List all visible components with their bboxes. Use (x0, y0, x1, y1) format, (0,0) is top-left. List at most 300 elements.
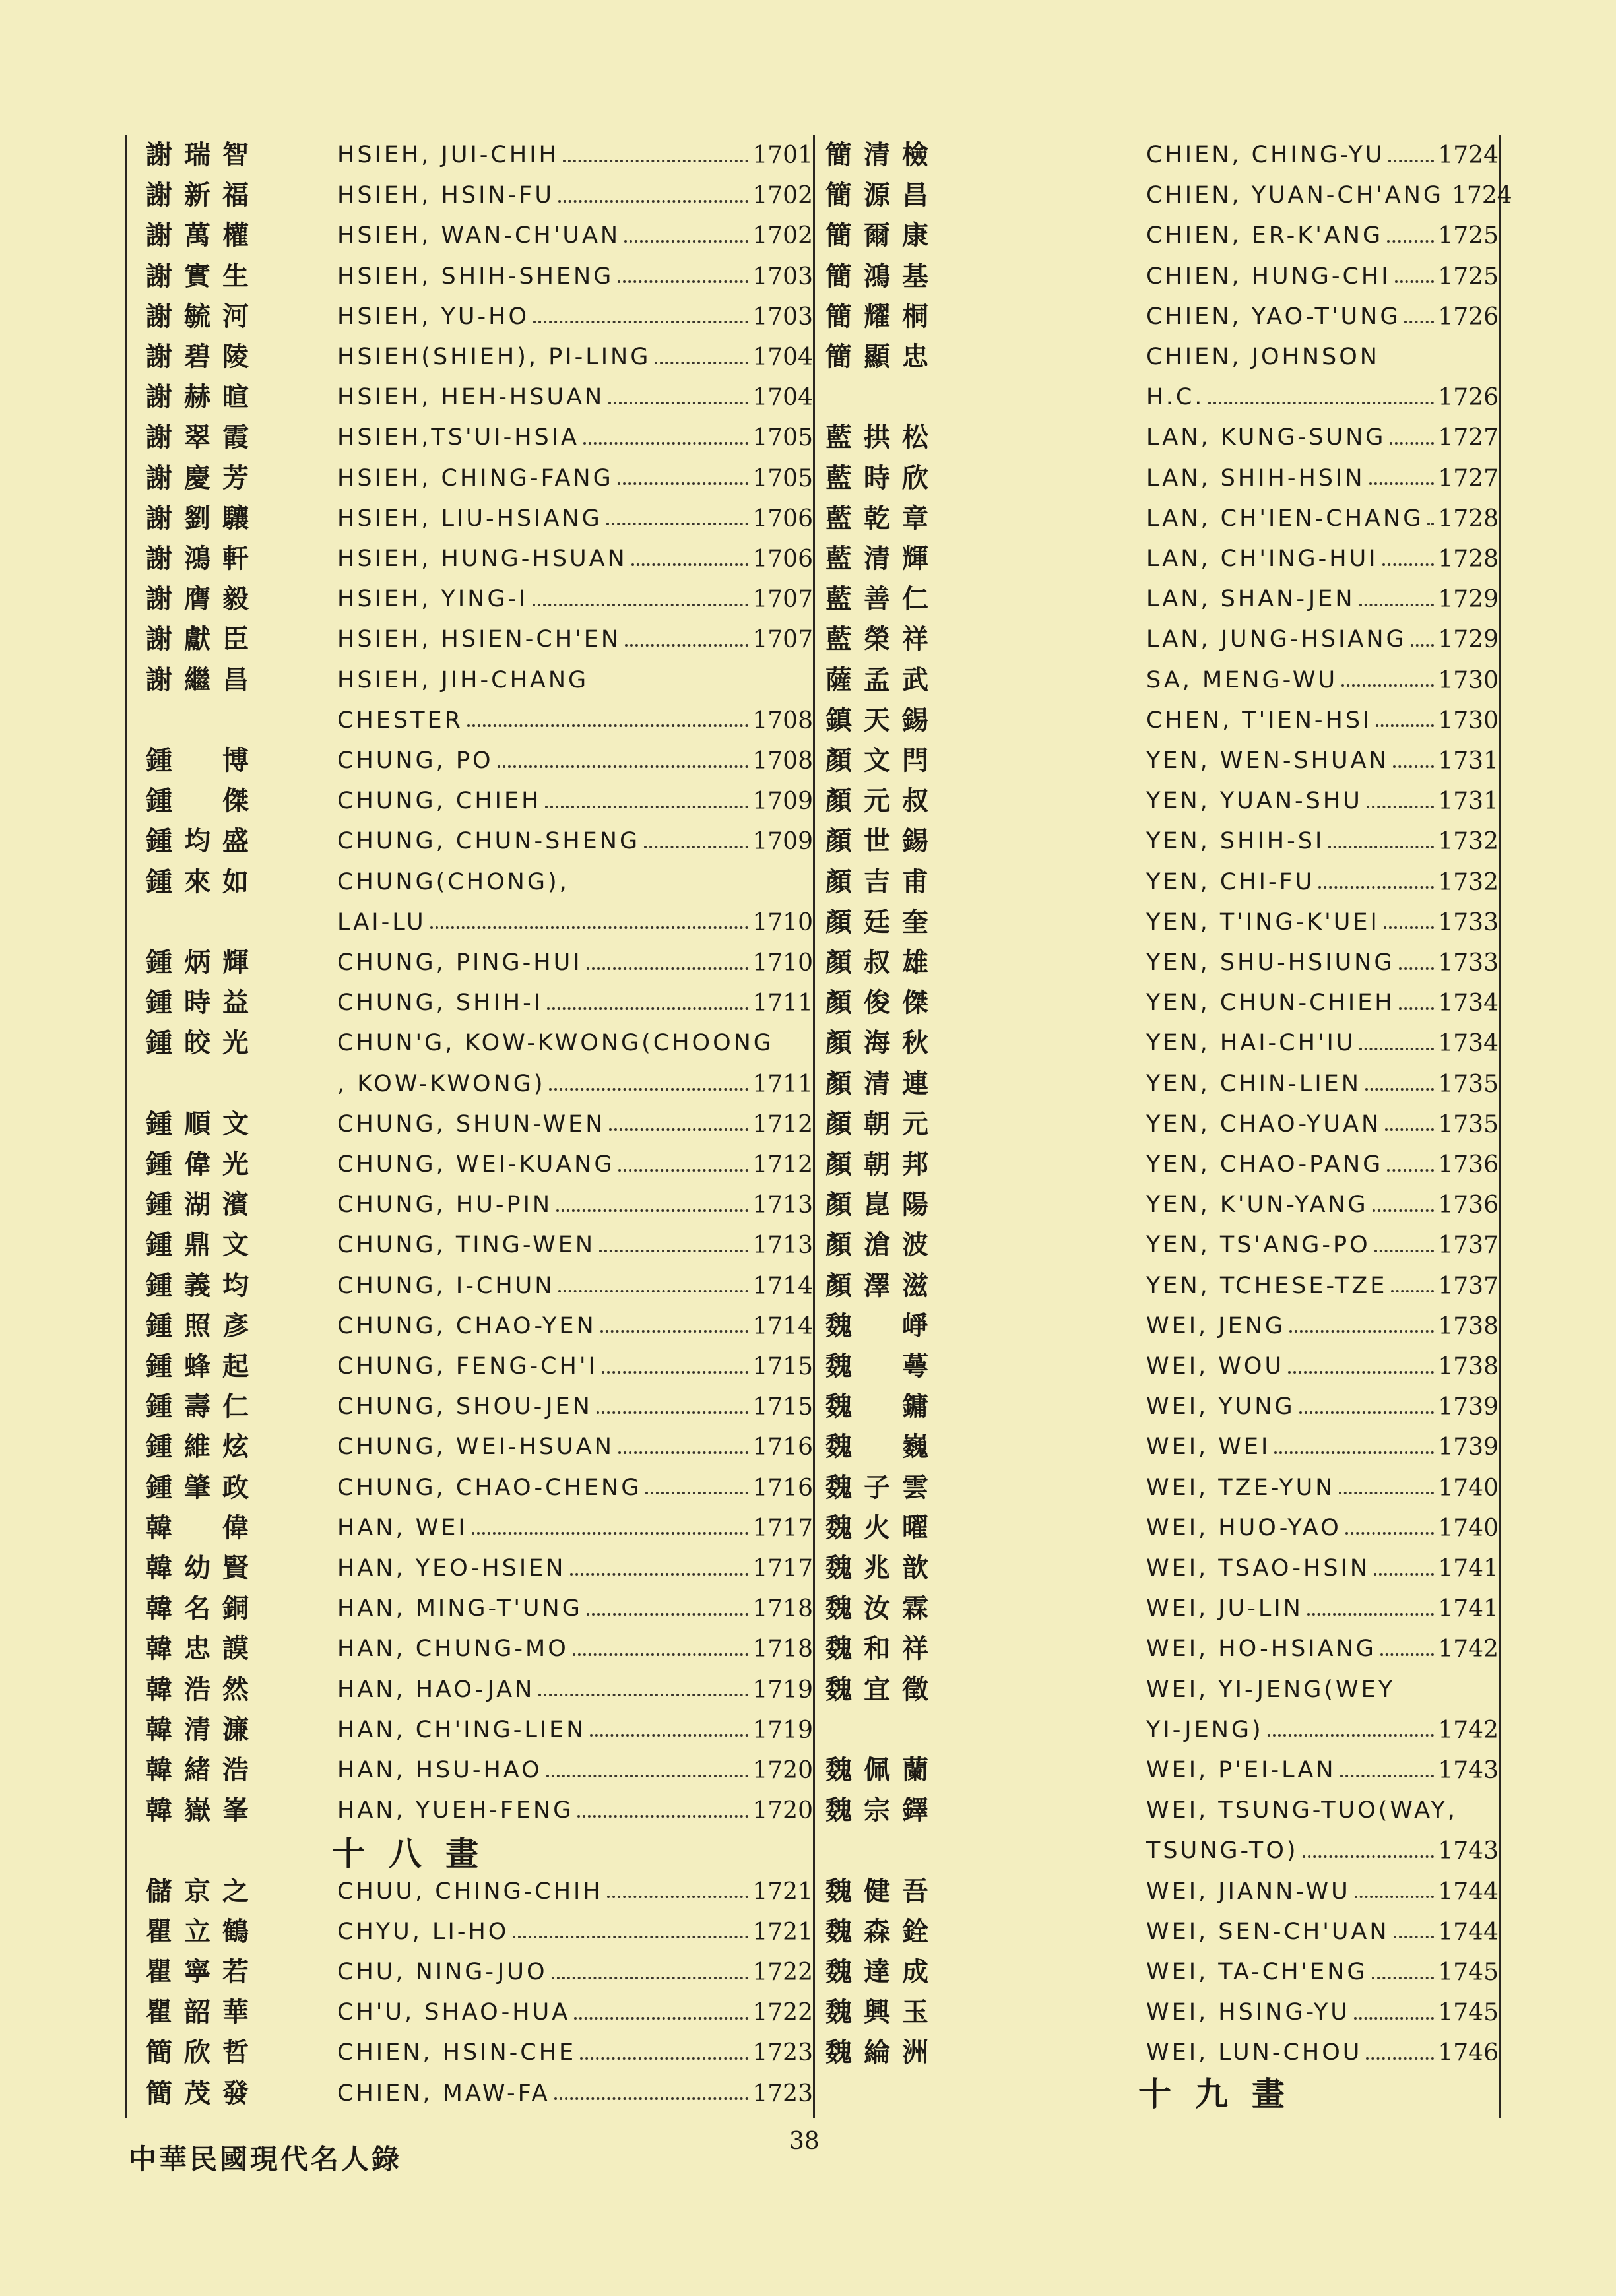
entry-chinese-name: 魏 巍 (825, 1432, 940, 1463)
entry-chinese-name: 藍榮祥 (825, 624, 940, 655)
entry-romanized-name: CHUN'G, KOW-KWONG(CHOONG (337, 1030, 774, 1057)
index-entry (815, 1993, 1499, 2033)
entry-romanized-name: CHUNG, TING-WEN (337, 1232, 596, 1259)
entry-chinese-name: 顏澤滋 (825, 1270, 940, 1301)
dot-leader (558, 1290, 748, 1292)
entry-page-number: 1721 (752, 1918, 813, 1946)
entry-romanized-name: CHESTER (337, 707, 463, 734)
index-entry (815, 620, 1499, 660)
entry-page-number: 1721 (752, 1878, 813, 1905)
index-entry (815, 1710, 1499, 1750)
index-frame (125, 135, 1512, 2118)
dot-leader (655, 362, 748, 364)
entry-chinese-name: 簡欣哲 (146, 2037, 261, 2068)
dot-leader (556, 1209, 748, 1212)
entry-romanized-name: CHUNG, CHAO-CHENG (337, 1474, 642, 1501)
entry-page-number: 1715 (752, 1353, 813, 1380)
entry-chinese-name: 顏俊傑 (825, 988, 940, 1019)
entry-romanized-name: YEN, T'ING-K'UEI (1146, 909, 1380, 936)
entry-romanized-name: CHIEN, JOHNSON (1146, 344, 1380, 370)
entry-page-number: 1728 (1438, 505, 1499, 532)
entry-chinese-name: 鍾 傑 (146, 786, 261, 817)
dot-leader (1394, 1936, 1435, 1938)
index-entry (127, 2074, 813, 2114)
dot-leader (618, 1169, 748, 1172)
dot-leader (533, 604, 749, 606)
entry-chinese-name: 謝毓河 (146, 301, 261, 332)
entry-page-number: 1736 (1438, 1192, 1499, 1219)
entry-chinese-name: 魏佩蘭 (825, 1755, 940, 1785)
dot-leader (1307, 1613, 1435, 1616)
entry-chinese-name: 藍時欣 (825, 462, 940, 494)
entry-romanized-name: TSUNG-TO) (1146, 1837, 1299, 1865)
entry-romanized-name: YEN, WEN-SHUAN (1146, 748, 1389, 774)
index-entry (127, 1952, 813, 1993)
index-entry (815, 821, 1499, 862)
entry-page-number: 1715 (752, 1393, 813, 1421)
index-entry (127, 1710, 813, 1750)
dot-leader (1367, 806, 1435, 808)
entry-page-number: 1702 (752, 182, 813, 210)
index-entry (815, 1791, 1499, 1831)
entry-romanized-name: CHUNG, WEI-KUANG (337, 1151, 615, 1178)
index-entry (815, 135, 1499, 175)
dot-leader (552, 1977, 749, 1979)
index-entry (815, 579, 1499, 620)
entry-romanized-name: HSIEH, CHING-FANG (337, 464, 614, 492)
dot-leader (513, 1936, 748, 1938)
entry-page-number: 1707 (752, 626, 813, 654)
entry-chinese-name: 鍾照彥 (146, 1310, 261, 1341)
entry-page-number: 1714 (752, 1312, 813, 1340)
entry-chinese-name: 謝瑞智 (146, 140, 261, 170)
dot-leader (574, 2017, 748, 2020)
entry-chinese-name: 鍾肇政 (146, 1472, 261, 1503)
entry-chinese-name: 鍾湖濱 (146, 1190, 261, 1221)
index-entry (127, 257, 813, 297)
index-entry (815, 1023, 1499, 1064)
entry-chinese-name: 簡爾康 (825, 220, 940, 251)
entry-page-number: 1719 (752, 1716, 813, 1744)
index-entry (815, 943, 1499, 983)
entry-romanized-name: , KOW-KWONG) (337, 1070, 546, 1097)
index-entry (127, 620, 813, 660)
entry-page-number: 1710 (752, 909, 813, 936)
entry-chinese-name: 鍾偉光 (146, 1149, 261, 1180)
index-entry (127, 297, 813, 337)
entry-romanized-name: LAN, KUNG-SUNG (1146, 424, 1386, 451)
index-entry (127, 216, 813, 256)
entry-page-number: 1709 (752, 788, 813, 815)
index-entry (127, 1266, 813, 1306)
entry-romanized-name: YEN, YUAN-SHU (1146, 788, 1363, 815)
entry-romanized-name: WEI, TZE-YUN (1146, 1474, 1336, 1501)
entry-page-number: 1728 (1438, 546, 1499, 573)
index-entry (127, 781, 813, 821)
entry-page-number: 1729 (1438, 586, 1499, 614)
index-entry (815, 1064, 1499, 1104)
entry-page-number: 1717 (752, 1514, 813, 1542)
entry-page-number: 1713 (752, 1192, 813, 1219)
entry-romanized-name: HAN, MING-T'UNG (337, 1595, 583, 1622)
entry-page-number: 1742 (1438, 1636, 1499, 1663)
entry-romanized-name: YEN, CHUN-CHIEH (1146, 990, 1395, 1017)
index-entry (127, 1548, 813, 1589)
entry-chinese-name: 韓 偉 (146, 1512, 261, 1543)
entry-romanized-name: CHUNG, PO (337, 748, 494, 774)
dot-leader (1395, 280, 1435, 283)
entry-chinese-name: 藍清輝 (825, 544, 940, 574)
entry-chinese-name: 謝劉驤 (146, 503, 261, 534)
entry-romanized-name: HAN, CHUNG-MO (337, 1636, 569, 1663)
entry-chinese-name: 鍾炳輝 (146, 947, 261, 978)
index-entry (815, 1306, 1499, 1347)
entry-page-number: 1724 (1452, 182, 1512, 210)
dot-leader (1268, 1734, 1435, 1737)
dot-leader (538, 1694, 748, 1696)
entry-romanized-name: WEI, JIANN-WU (1146, 1878, 1351, 1905)
dot-leader (545, 806, 748, 808)
entry-chinese-name: 魏宗鐸 (825, 1795, 940, 1826)
dot-leader (1365, 1088, 1434, 1091)
entry-romanized-name: SA, MENG-WU (1146, 666, 1338, 693)
index-entry (127, 377, 813, 418)
index-entry (815, 1468, 1499, 1508)
index-entry (127, 1064, 813, 1104)
entry-romanized-name: CHIEN, MAW-FA (337, 2080, 550, 2107)
entry-page-number: 1718 (752, 1636, 813, 1663)
index-entry (815, 1670, 1499, 1710)
dot-leader (1366, 2057, 1434, 2060)
entry-chinese-name: 魏 崢 (825, 1310, 940, 1341)
entry-romanized-name: WEI, JENG (1146, 1312, 1286, 1339)
entry-chinese-name: 顏崑陽 (825, 1190, 940, 1221)
index-entry (127, 1589, 813, 1629)
entry-chinese-name: 鍾義均 (146, 1270, 261, 1301)
dot-leader (1427, 523, 1434, 525)
entry-chinese-name: 魏興玉 (825, 1997, 940, 2028)
entry-page-number: 1731 (1438, 748, 1499, 775)
entry-page-number: 1732 (1438, 868, 1499, 896)
index-entry (815, 459, 1499, 499)
index-entry (127, 1145, 813, 1185)
index-entry (127, 821, 813, 862)
entry-page-number: 1711 (752, 1070, 813, 1098)
index-entry (127, 459, 813, 499)
dot-leader (1391, 1290, 1434, 1292)
stroke-count-heading: 十九畫 (1138, 2074, 1309, 2113)
dot-leader (1372, 1977, 1435, 1979)
dot-leader (618, 482, 749, 485)
entry-chinese-name: 韓緒浩 (146, 1755, 261, 1785)
entry-page-number: 1709 (752, 828, 813, 856)
entry-romanized-name: WEI, HSING-YU (1146, 1999, 1350, 2026)
dot-leader (549, 1088, 748, 1091)
entry-romanized-name: CHU, NING-JUO (337, 1959, 548, 1985)
entry-chinese-name: 魏火曜 (825, 1512, 940, 1543)
entry-romanized-name: HSIEH,TS'UI-HSIA (337, 424, 580, 451)
entry-chinese-name: 鍾維炫 (146, 1432, 261, 1463)
dot-leader (1340, 1775, 1435, 1777)
entry-chinese-name: 顏吉甫 (825, 866, 940, 897)
entry-page-number: 1720 (752, 1757, 813, 1784)
dot-leader (1369, 482, 1435, 485)
entry-romanized-name: CHUNG, CHAO-YEN (337, 1312, 597, 1339)
entry-page-number: 1740 (1438, 1474, 1499, 1502)
entry-chinese-name: 謝新福 (146, 180, 261, 211)
dot-leader (467, 724, 748, 727)
dot-leader (587, 1613, 749, 1616)
entry-page-number: 1745 (1438, 1999, 1499, 2027)
entry-page-number: 1717 (752, 1555, 813, 1582)
entry-page-number: 1739 (1438, 1434, 1499, 1461)
entry-romanized-name: HAN, HAO-JAN (337, 1676, 535, 1703)
entry-page-number: 1743 (1438, 1837, 1499, 1865)
index-entry (815, 983, 1499, 1023)
entry-romanized-name: LAN, SHIH-HSIN (1146, 464, 1365, 492)
entry-romanized-name: WEI, LUN-CHOU (1146, 2039, 1363, 2066)
index-entry (815, 1952, 1499, 1993)
index-entry (127, 903, 813, 943)
dot-leader (1208, 402, 1434, 404)
entry-romanized-name: CHUNG, WEI-HSUAN (337, 1434, 614, 1461)
entry-chinese-name: 顏廷奎 (825, 907, 940, 938)
entry-chinese-name: 謝實生 (146, 261, 261, 292)
index-entry (127, 862, 813, 903)
entry-chinese-name: 藍善仁 (825, 584, 940, 615)
entry-page-number: 1708 (752, 707, 813, 734)
dot-leader (587, 967, 749, 970)
entry-chinese-name: 韓忠謨 (146, 1634, 261, 1665)
entry-page-number: 1704 (752, 384, 813, 412)
entry-chinese-name: 謝鴻軒 (146, 544, 261, 574)
entry-chinese-name: 魏森銓 (825, 1916, 940, 1947)
entry-page-number: 1702 (752, 222, 813, 250)
entry-romanized-name: CHUNG, FENG-CH'I (337, 1353, 598, 1380)
entry-page-number: 1743 (1438, 1757, 1499, 1784)
entry-chinese-name: 謝獻臣 (146, 624, 261, 655)
dot-leader (498, 765, 749, 768)
index-entry (127, 2033, 813, 2073)
dot-leader (631, 563, 749, 566)
dot-leader (1399, 1007, 1435, 1010)
entry-page-number: 1712 (752, 1110, 813, 1138)
index-entry (127, 1750, 813, 1791)
index-entry (127, 1872, 813, 1912)
entry-romanized-name: WEI, TSAO-HSIN (1146, 1555, 1371, 1581)
dot-leader (1359, 604, 1435, 606)
entry-romanized-name: HAN, YUEH-FENG (337, 1797, 574, 1824)
entry-chinese-name: 瞿寧若 (146, 1957, 261, 1987)
entry-page-number: 1720 (752, 1797, 813, 1825)
entry-romanized-name: YEN, CHAO-PANG (1146, 1151, 1384, 1178)
dot-leader (583, 442, 748, 445)
dot-leader (609, 1128, 748, 1131)
index-entry (127, 1306, 813, 1347)
index-entry (815, 1185, 1499, 1225)
entry-romanized-name: YEN, TS'ANG-PO (1146, 1232, 1371, 1259)
entry-page-number: 1719 (752, 1676, 813, 1704)
dot-leader (1404, 321, 1434, 323)
entry-page-number: 1724 (1438, 142, 1499, 169)
dot-leader (1382, 563, 1435, 566)
index-entry (815, 1629, 1499, 1669)
entry-chinese-name: 謝翠霞 (146, 422, 261, 453)
index-entry (815, 1145, 1499, 1185)
entry-page-number: 1730 (1438, 707, 1499, 734)
entry-romanized-name: HSIEH, LIU-HSIANG (337, 505, 602, 532)
dot-leader (607, 1896, 749, 1898)
index-entry (815, 862, 1499, 903)
entry-romanized-name: YI-JENG) (1146, 1716, 1264, 1743)
entry-chinese-name: 顏海秋 (825, 1028, 940, 1059)
entry-page-number: 1731 (1438, 788, 1499, 815)
entry-romanized-name: WEI, YUNG (1146, 1393, 1295, 1420)
dot-leader (599, 1250, 748, 1252)
index-entry (127, 1185, 813, 1225)
entry-romanized-name: CHUNG, CHUN-SHENG (337, 828, 641, 855)
entry-page-number: 1738 (1438, 1312, 1499, 1340)
entry-page-number: 1725 (1438, 222, 1499, 250)
entry-chinese-name: 顏元叔 (825, 786, 940, 817)
dot-leader (1376, 724, 1434, 727)
index-entry (127, 539, 813, 579)
entry-page-number: 1741 (1438, 1555, 1499, 1582)
index-entry (815, 1548, 1499, 1589)
entry-page-number: 1735 (1438, 1110, 1499, 1138)
entry-page-number: 1737 (1438, 1272, 1499, 1300)
entry-romanized-name: HSIEH, YU-HO (337, 303, 530, 330)
dot-leader (602, 1371, 749, 1374)
entry-romanized-name: HSIEH, HSIN-FU (337, 182, 554, 209)
entry-chinese-name: 鍾來如 (146, 866, 261, 897)
entry-romanized-name: CHIEN, CHING-YU (1146, 142, 1385, 168)
entry-romanized-name: HAN, CH'ING-LIEN (337, 1716, 587, 1743)
index-entry (127, 1629, 813, 1669)
entry-page-number: 1740 (1438, 1514, 1499, 1542)
index-entry (815, 1831, 1499, 1871)
entry-romanized-name: WEI, SEN-CH'UAN (1146, 1918, 1390, 1945)
entry-chinese-name: 魏兆歆 (825, 1553, 940, 1583)
entry-page-number: 1733 (1438, 949, 1499, 976)
entry-page-number: 1736 (1438, 1151, 1499, 1178)
page-number: 38 (789, 2128, 820, 2155)
dot-leader (1345, 1532, 1435, 1535)
index-entry (815, 1266, 1499, 1306)
entry-chinese-name: 魏 鏞 (825, 1391, 940, 1422)
entry-romanized-name: WEI, P'EI-LAN (1146, 1757, 1336, 1783)
entry-page-number: 1708 (752, 748, 813, 775)
entry-chinese-name: 儲京之 (146, 1876, 261, 1907)
dot-leader (1411, 644, 1435, 647)
entry-page-number: 1730 (1438, 666, 1499, 694)
entry-page-number: 1706 (752, 546, 813, 573)
entry-romanized-name: WEI, TA-CH'ENG (1146, 1959, 1368, 1985)
entry-romanized-name: HAN, HSU-HAO (337, 1757, 542, 1783)
entry-romanized-name: CHIEN, YAO-T'UNG (1146, 303, 1401, 330)
entry-romanized-name: CHEN, T'IEN-HSI (1146, 707, 1373, 734)
entry-romanized-name: HSIEH, SHIH-SHENG (337, 263, 614, 290)
entry-romanized-name: YEN, CHIN-LIEN (1146, 1070, 1361, 1097)
entry-romanized-name: HAN, YEO-HSIEN (337, 1555, 566, 1581)
dot-leader (1399, 967, 1435, 970)
index-entry (127, 1427, 813, 1467)
dot-leader (577, 1815, 748, 1818)
dot-leader (1385, 1128, 1434, 1131)
entry-page-number: 1706 (752, 505, 813, 532)
entry-romanized-name: HSIEH, WAN-CH'UAN (337, 222, 621, 249)
dot-leader (1384, 926, 1435, 929)
dot-leader (1289, 1330, 1434, 1333)
entry-romanized-name: H.C. (1146, 384, 1205, 411)
entry-page-number: 1712 (752, 1151, 813, 1178)
entry-page-number: 1734 (1438, 990, 1499, 1017)
entry-page-number: 1735 (1438, 1070, 1499, 1098)
entry-chinese-name: 韓浩然 (146, 1674, 261, 1705)
index-entry (815, 1589, 1499, 1629)
entry-romanized-name: CHUNG, I-CHUN (337, 1272, 555, 1299)
dot-leader (600, 1330, 749, 1333)
entry-chinese-name: 鍾壽仁 (146, 1391, 261, 1422)
entry-romanized-name: CHUNG, SHIH-I (337, 990, 544, 1017)
entry-chinese-name: 簡源昌 (825, 180, 940, 211)
dot-leader (1393, 765, 1435, 768)
stroke-count-heading: 十八畫 (332, 1835, 502, 1874)
entry-page-number: 1732 (1438, 828, 1499, 856)
index-entry (815, 418, 1499, 458)
entry-romanized-name: HSIEH, HSIEN-CH'EN (337, 626, 621, 653)
entry-romanized-name: LAI-LU (337, 909, 426, 936)
index-entry (815, 660, 1499, 701)
index-entry (815, 539, 1499, 579)
index-entry (815, 499, 1499, 539)
entry-chinese-name: 韓名銅 (146, 1593, 261, 1624)
entry-romanized-name: HSIEH, YING-I (337, 586, 529, 613)
entry-page-number: 1704 (752, 344, 813, 371)
index-entry (815, 741, 1499, 781)
dot-leader (590, 1734, 748, 1737)
entry-page-number: 1714 (752, 1272, 813, 1300)
dot-leader (558, 200, 748, 203)
entry-romanized-name: YEN, SHIH-SI (1146, 828, 1325, 855)
dot-leader (1390, 442, 1434, 445)
dot-leader (625, 644, 748, 647)
entry-chinese-name: 鍾 博 (146, 746, 261, 776)
entry-romanized-name: CHIEN, ER-K'ANG (1146, 222, 1384, 249)
dot-leader (1303, 1855, 1435, 1858)
dot-leader (1341, 684, 1434, 687)
dot-leader (624, 240, 748, 243)
entry-chinese-name: 藍拱松 (825, 422, 940, 453)
index-entry (127, 1508, 813, 1548)
dot-leader (554, 2097, 749, 2100)
dot-leader (1373, 1209, 1435, 1212)
entry-romanized-name: CHIEN, HUNG-CHI (1146, 263, 1391, 290)
entry-page-number: 1703 (752, 303, 813, 331)
dot-leader (1354, 2017, 1434, 2020)
entry-chinese-name: 鍾鼎文 (146, 1230, 261, 1261)
index-entry (815, 1104, 1499, 1145)
entry-chinese-name: 魏宜徵 (825, 1674, 940, 1705)
dot-leader (645, 1492, 748, 1494)
index-entry (127, 1791, 813, 1831)
dot-leader (430, 926, 749, 929)
dot-leader (1339, 1492, 1434, 1494)
entry-page-number: 1742 (1438, 1716, 1499, 1744)
dot-leader (570, 1573, 749, 1576)
entry-page-number: 1710 (752, 949, 813, 976)
dot-leader (1288, 1371, 1434, 1374)
